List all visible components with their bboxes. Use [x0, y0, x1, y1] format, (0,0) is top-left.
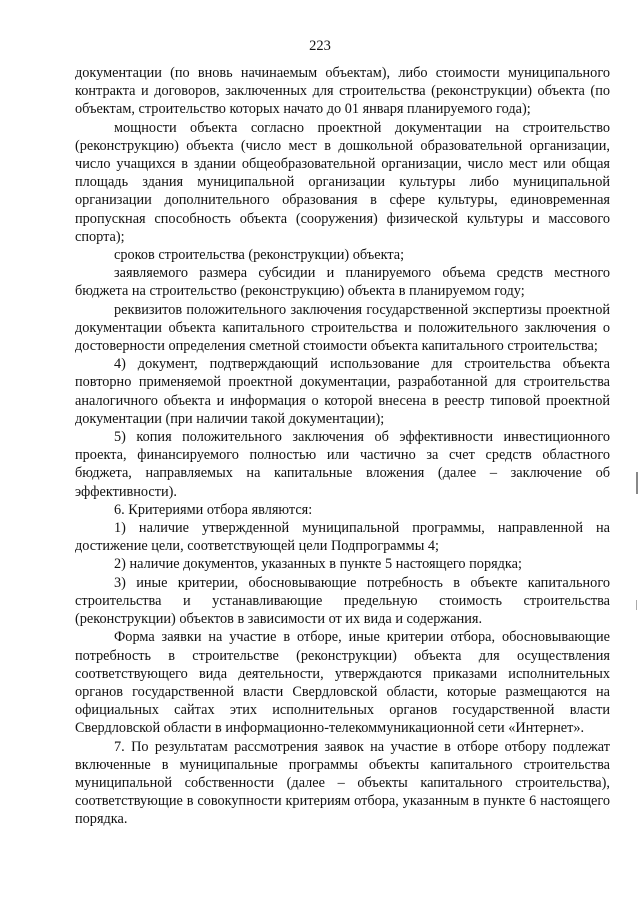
- paragraph-section-7: 7. По результатам рассмотрения заявок на участие в отборе отбору подлежат включенные в муниципальные программы объекты капитального строительства муниципальной собственности (далее – объекты капитального строительства), соответствующие в совокупности критериям отбора, указанным в пункте 6 настоящего порядка.: [75, 738, 610, 828]
- paragraph-capacity: мощности объекта согласно проектной документации на строительство (реконструкцию) объекта (число мест в дошкольной образовательной организации, число учащихся в здании общеобразовательной организации, число мест или общая площадь здания муниципальной организации культуры либо муниципальной организации дополнительного образования в сфере культуры, единовременная пропускная способность объекта (сооружения) физической культуры и массового спорта);: [75, 119, 610, 245]
- paragraph-contract-cost: документации (по вновь начинаемым объектам), либо стоимости муниципального контракта и договоров, заключенных для строительства (реконструкции) объекта (по объектам, строительство которых начато до 01 января планируемого года);: [75, 65, 610, 118]
- paragraph-construction-terms: сроков строительства (реконструкции) объекта;: [114, 247, 405, 264]
- paragraph-criterion-2: 2) наличие документов, указанных в пункте 5 настоящего порядка;: [114, 556, 522, 573]
- paragraph-item-5: 5) копия положительного заключения об эффективности инвестиционного проекта, финансируемого полностью или частично за счет средств областного бюджета, направляемых на капитальные вложения (далее – заключение об эффективности).: [75, 429, 610, 500]
- paragraph-section-6-heading: 6. Критериями отбора являются:: [114, 501, 313, 518]
- scan-edge-mark: [636, 472, 638, 494]
- page-number: 223: [309, 38, 331, 54]
- paragraph-application-form: Форма заявки на участие в отборе, иные критерии отбора, обосновывающие потребность в строительстве (реконструкции) объекта для осуществления соответствующего вида деятельности, утверждаются приказами исполнительных органов государственной власти Свердловской области, которые размещаются на официальных сайтах этих исполнительных органов государственной власти Свердловской области в информационно-телекоммуникационной сети «Интернет».: [75, 629, 610, 737]
- paragraph-expertise-details: реквизитов положительного заключения государственной экспертизы проектной документации объекта капитального строительства и положительного заключения о достоверности определения сметной стоимости объекта капитального строительства;: [75, 301, 610, 355]
- paragraph-subsidy-size: заявляемого размера субсидии и планируемого объема средств местного бюджета на строительство (реконструкцию) объекта в планируемом году;: [75, 265, 610, 300]
- paragraph-criterion-3: 3) иные критерии, обосновывающие потребность в объекте капитального строительства и устанавливающие предельную стоимость строительства (реконструкции) объектов в зависимости от их вида и содержания.: [75, 574, 610, 628]
- scan-edge-mark-small: [636, 600, 637, 610]
- document-body: [75, 64, 610, 829]
- paragraph-criterion-1: 1) наличие утвержденной муниципальной программы, направленной на достижение цели, соответствующей цели Подпрограммы 4;: [75, 520, 610, 555]
- paragraph-item-4: 4) документ, подтверждающий использование для строительства объекта повторно применяемой проектной документации, разработанной для строительства аналогичного объекта и информация о которой внесена в реестр типовой проектной документации (при наличии такой документации);: [75, 356, 610, 427]
